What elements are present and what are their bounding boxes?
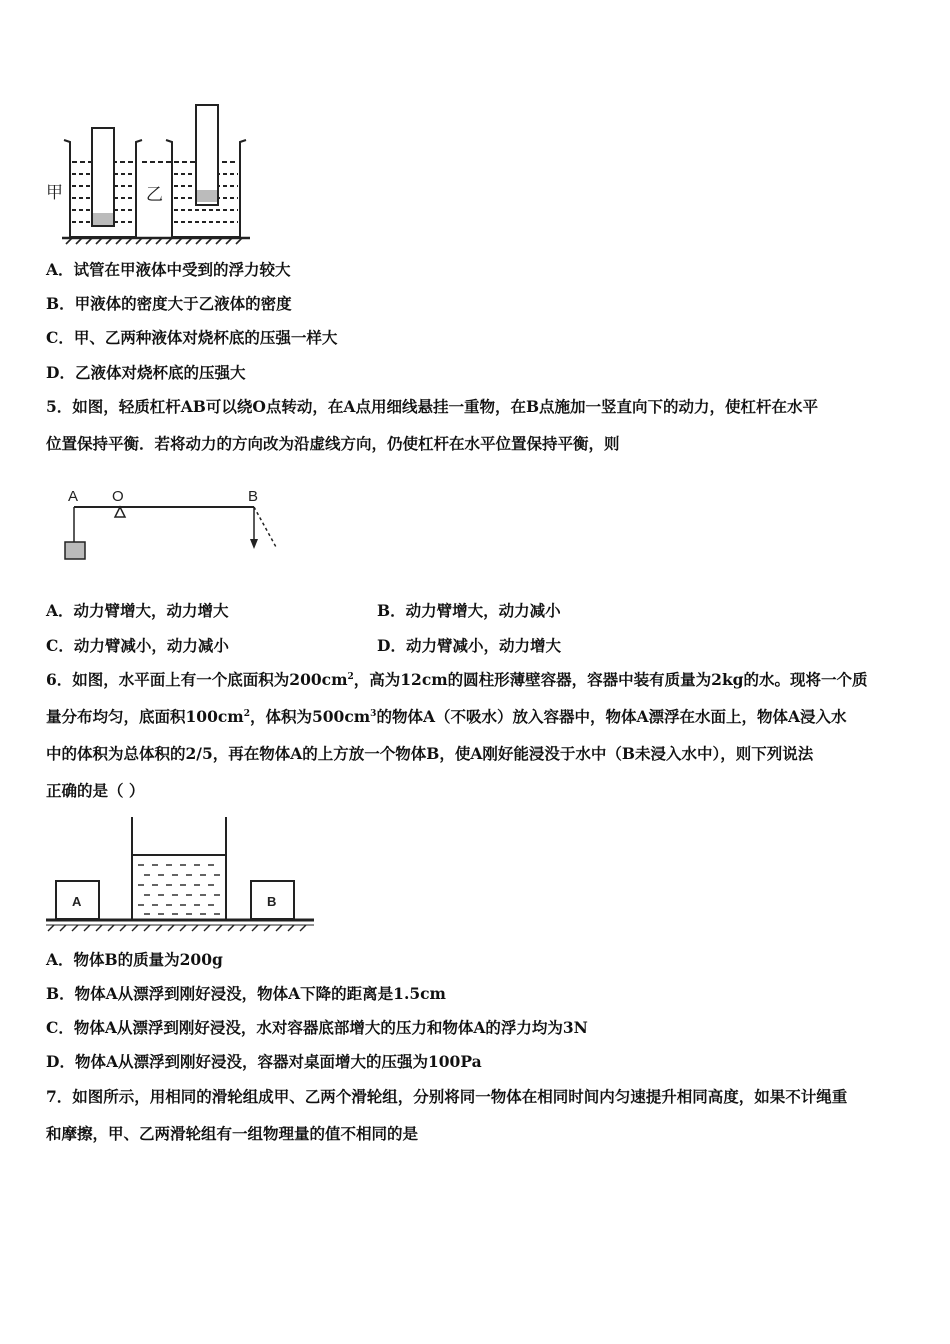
lever-label-o: O xyxy=(112,488,124,505)
pivot-triangle xyxy=(115,507,125,517)
lever-label-a: A xyxy=(68,488,79,505)
dashed-force-line xyxy=(254,507,276,547)
weight-block xyxy=(65,542,85,559)
q4-option-d: D．乙液体对烧杯底的压强大 xyxy=(46,363,246,382)
table-surface xyxy=(46,920,314,931)
q5-stem-line1: 5．如图，轻质杠杆AB可以绕O点转动，在A点用细线悬挂一重物，在B点施加一竖直向下的动力，使杠杆在水平 xyxy=(46,397,819,416)
left-beaker xyxy=(64,128,142,237)
q7-stem-line2: 和摩擦，甲、乙两滑轮组有一组物理量的值不相同的是 xyxy=(46,1124,419,1143)
q6-stem-line3: 中的体积为总体积的2/5，再在物体A的上方放一个物体B，使A刚好能浸没于水中（B未浸入水中），则下列说法 xyxy=(46,744,814,763)
beaker-label-right: 乙 xyxy=(146,185,163,204)
force-arrow-head xyxy=(250,539,258,549)
q6-option-d: D．物体A从漂浮到刚好浸没，容器对桌面增大的压强为100Pa xyxy=(46,1052,482,1071)
beaker-label-left: 甲 xyxy=(46,183,63,202)
q4-option-a: A．试管在甲液体中受到的浮力较大 xyxy=(46,260,291,279)
q6-option-b: B．物体A从漂浮到刚好浸没，物体A下降的距离是1.5cm xyxy=(46,984,446,1003)
q4-option-b: B．甲液体的密度大于乙液体的密度 xyxy=(46,294,292,313)
block-a-label: A xyxy=(72,894,82,909)
right-beaker xyxy=(166,105,246,237)
water xyxy=(138,865,220,914)
q6-stem-line4: 正确的是（ ） xyxy=(46,781,145,800)
container-figure xyxy=(44,815,319,935)
q5-stem-line2: 位置保持平衡．若将动力的方向改为沿虚线方向，仍使杠杆在水平位置保持平衡，则 xyxy=(46,434,620,453)
q7-stem-line1: 7．如图所示，用相同的滑轮组成甲、乙两个滑轮组，分别将同一物体在相同时间内匀速提升相同高度，如果不计绳重 xyxy=(46,1087,848,1106)
lever-figure xyxy=(60,485,290,565)
q6-stem-line2: 量分布均匀，底面积$100cm^2$，体积为$500cm^3$的物体A（不吸水）放入容器中，物体A漂浮在水面上，物体A浸入水 xyxy=(46,707,847,726)
q5-option-a: A．动力臂增大，动力增大 xyxy=(46,601,229,620)
q6-option-a: A．物体B的质量为200g xyxy=(46,950,223,969)
q6-option-c: C．物体A从漂浮到刚好浸没，水对容器底部增大的压力和物体A的浮力均为3N xyxy=(46,1018,588,1037)
q5-option-c: C．动力臂减小，动力减小 xyxy=(46,636,229,655)
container xyxy=(132,817,226,919)
q6-stem-line1: 6．如图，水平面上有一个底面积为$200cm^2$，高为12cm的圆柱形薄壁容器，容器中装有质量为2kg的水。现将一个质 xyxy=(46,670,868,689)
q4-option-c: C．甲、乙两种液体对烧杯底的压强一样大 xyxy=(46,328,338,347)
q5-option-b: B．动力臂增大，动力减小 xyxy=(377,601,561,620)
q5-option-d: D．动力臂减小，动力增大 xyxy=(377,636,561,655)
lever-label-b: B xyxy=(248,488,259,505)
beakers-figure xyxy=(40,100,280,245)
block-b-label: B xyxy=(267,894,277,909)
ground-hatch xyxy=(62,238,250,244)
